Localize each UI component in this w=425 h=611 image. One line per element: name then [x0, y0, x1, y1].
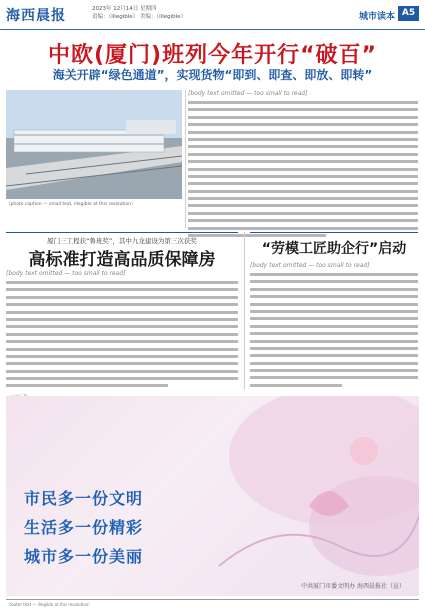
issue-date: 2023年 12月14日 星期四	[92, 6, 157, 12]
lead-photo	[6, 90, 182, 199]
public-service-ad	[6, 396, 419, 596]
page-footer: （footer text — illegible at this resolution）	[6, 599, 419, 608]
issue-editors: 责编：（illegible） 美编：（illegible）	[92, 14, 187, 20]
article2-body-omitted: [body text omitted — too small to read]	[6, 270, 126, 277]
article2-kicker: 厦门三工程获“鲁班奖”，其中九龙建设为第三次获奖	[47, 237, 197, 245]
article3-body-omitted: [body text omitted — too small to read]	[250, 262, 370, 269]
ad-slogan-3: 城市多一份美丽	[24, 547, 144, 566]
article2-body	[6, 270, 238, 392]
column-divider	[185, 90, 186, 228]
ad-illustration	[189, 396, 419, 596]
lead-headline: 中欧(厦门)班列今年开行“破百”	[47, 43, 378, 68]
masthead	[0, 0, 425, 30]
ad-credit: 中共厦门市委文明办 海西晨报社（宣）	[301, 583, 405, 590]
article3-headline: “劳模工匠助企行”启动	[261, 241, 407, 257]
page-number-badge: A5	[398, 6, 419, 21]
section-name: 城市读本	[358, 12, 395, 22]
article3-rule	[250, 232, 418, 233]
newspaper-logo: 海西晨报	[6, 8, 66, 24]
ad-slogan-2: 生活多一份精彩	[24, 518, 144, 537]
ad-slogan-1: 市民多一份文明	[24, 489, 144, 508]
issue-meta	[92, 5, 186, 21]
article2-rule	[6, 232, 238, 233]
lead-subheadline: 海关开辟“绿色通道”，实现货物“即到、即查、即放、即转”	[52, 68, 373, 82]
column-divider	[244, 232, 245, 390]
lead-body	[188, 90, 418, 241]
article2-headline: 高标准打造高品质保障房	[28, 250, 216, 270]
photo-caption: （photo caption — small text, illegible at this resolution）	[6, 202, 136, 207]
lead-body-omitted: [body text omitted — too small to read]	[188, 90, 308, 97]
article3-body	[250, 262, 418, 391]
